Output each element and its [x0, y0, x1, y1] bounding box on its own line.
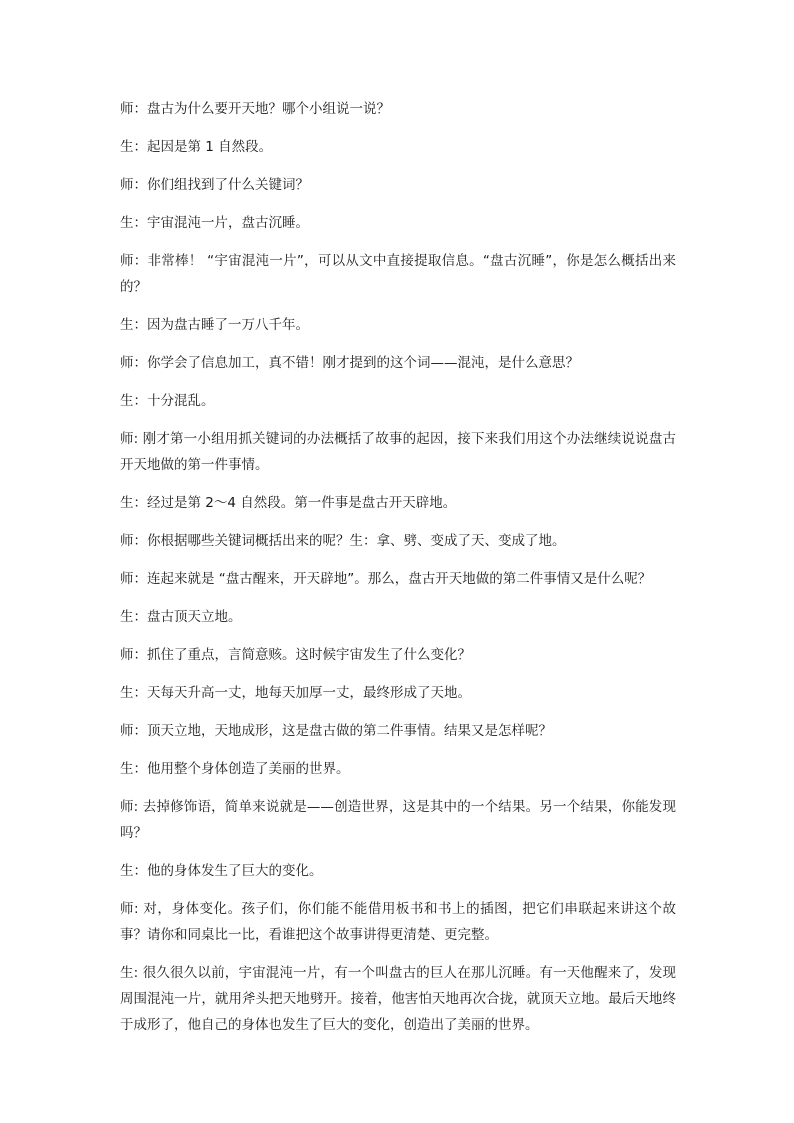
- dialogue-line: 师: 去掉修饰语，简单来说就是——创造世界，这是其中的一个结果。另一个结果，你能发现吗？: [120, 799, 676, 841]
- dialogue-line: 师：你们组找到了什么关键词？: [120, 177, 309, 193]
- dialogue-line: 师：非常棒！ “宇宙混沌一片”，可以从文中直接提取信息。“盘古沉睡”，你是怎么概括出来的？: [120, 253, 676, 295]
- dialogue-line: 生：他的身体发生了巨大的变化。: [120, 863, 323, 879]
- dialogue-line: 师：盘古为什么要开天地？哪个小组说一说？: [120, 101, 390, 117]
- dialogue-line: 生：宇宙混沌一片，盘古沉睡。: [120, 215, 309, 231]
- dialogue-line: 师: 对，身体变化。孩子们，你们能不能借用板书和书上的插图，把它们串联起来讲这个故事？请你和同桌比一比，看谁把这个故事讲得更清楚、更完整。: [120, 901, 676, 943]
- dialogue-line: 生：十分混乱。: [120, 393, 215, 409]
- dialogue-line: 生：经过是第 2～4 自然段。第一件事是盘古开天辟地。: [120, 495, 457, 511]
- dialogue-line: 师：顶天立地，天地成形，这是盘古做的第二件事情。结果又是怎样呢？: [120, 723, 552, 739]
- dialogue-line: 师：你学会了信息加工，真不错！刚才提到的这个词——混沌，是什么意思？: [120, 355, 579, 371]
- dialogue-line: 师：抓住了重点，言简意赅。这时候宇宙发生了什么变化？: [120, 647, 471, 663]
- dialogue-line: 生：起因是第 1 自然段。: [120, 139, 273, 155]
- dialogue-line: 生：盘古顶天立地。: [120, 609, 242, 625]
- dialogue-line: 师：连起来就是 “盘古醒来，开天辟地”。那么，盘古开天地做的第二件事情又是什么呢？: [120, 571, 652, 587]
- dialogue-line: 师：你根据哪些关键词概括出来的呢？生：拿、劈、变成了天、变成了地。: [120, 533, 566, 549]
- dialogue-line: 生：因为盘古睡了一万八千年。: [120, 317, 309, 333]
- dialogue-line: 生：天每天升高一丈，地每天加厚一丈，最终形成了天地。: [120, 685, 471, 701]
- dialogue-transcript: [120, 96, 676, 1050]
- dialogue-line: 生：他用整个身体创造了美丽的世界。: [120, 761, 350, 777]
- dialogue-line: 师: 刚才第一小组用抓关键词的办法概括了故事的起因，接下来我们用这个办法继续说说盘古开天地做的第一件事情。: [120, 431, 676, 473]
- dialogue-line: 生: 很久很久以前，宇宙混沌一片，有一个叫盘古的巨人在那儿沉睡。有一天他醒来了，发现周围混沌一片，就用斧头把天地劈开。接着，他害怕天地再次合拢，就顶天立地。最后天地终于成形了，他自己的身体也发生了巨大的变化，创造出了美丽的世界。: [120, 965, 676, 1033]
